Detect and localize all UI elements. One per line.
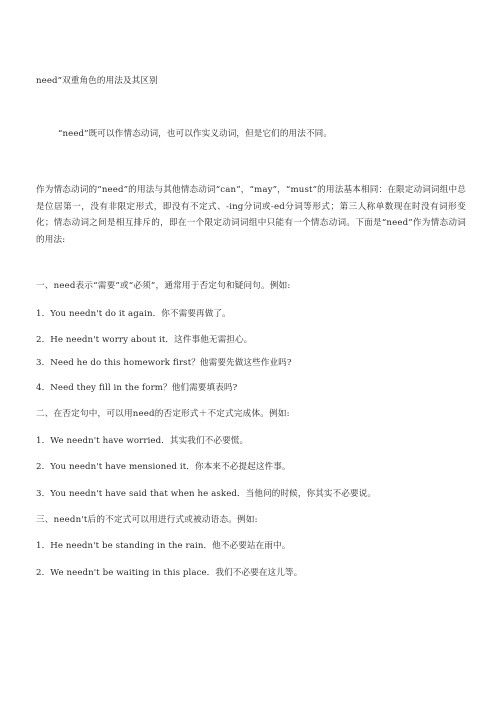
section-heading-1: 一、need表示“需要”或“必须”，通常用于否定句和疑问句。例如:: [36, 281, 291, 291]
example-item: 2．He needn't worry about it．这件事他无需担心。: [36, 335, 253, 345]
example-item: 4．Need they fill in the form？他们需要填表吗?: [36, 383, 238, 393]
document-title: need”双重角色的用法及其区别: [36, 76, 158, 86]
example-item: 3．You needn't have said that when he asked．当他问的时候，你其实不必要说。: [36, 489, 377, 499]
intro-line: “need”既可以作情态动词，也可以作实义动词，但是它们的用法不同。: [58, 129, 333, 139]
example-item: 1．He needn't be standing in the rain．他不必要站在雨中。: [36, 541, 291, 551]
example-item: 2．You needn't have mensioned it．你本来不必提起这件事。: [36, 462, 291, 472]
example-item: 3．Need he do this homework first？他需要先做这些作业吗?: [36, 358, 292, 368]
section-heading-3: 三、needn't后的不定式可以用进行式或被动语态。例如:: [36, 515, 258, 525]
example-item: 2．We needn't be waiting in this place．我们不必要在这儿等。: [36, 568, 303, 578]
intro-paragraph: 作为情态动词的“need”的用法与其他情态动词“can”，“may”，“must”的用法基本相同：在限定动词词组中总是位居第一，没有非限定形式，即没有不定式、-ing分词或-ed分词等形式；第三人称单数现在时没有词形变化；情态动词之间是相互排斥的，即在一个限定动词词组中只能有一个情态动词。下面是“need”作为情态动词的用法:: [36, 185, 466, 245]
section-heading-2: 二、在否定句中，可以用need的否定形式＋不定式完成体。例如:: [36, 409, 290, 419]
example-item: 1．You needn't do it again．你不需要再做了。: [36, 309, 231, 319]
example-item: 1．We needn't have worried．其实我们不必要慌。: [36, 436, 249, 446]
